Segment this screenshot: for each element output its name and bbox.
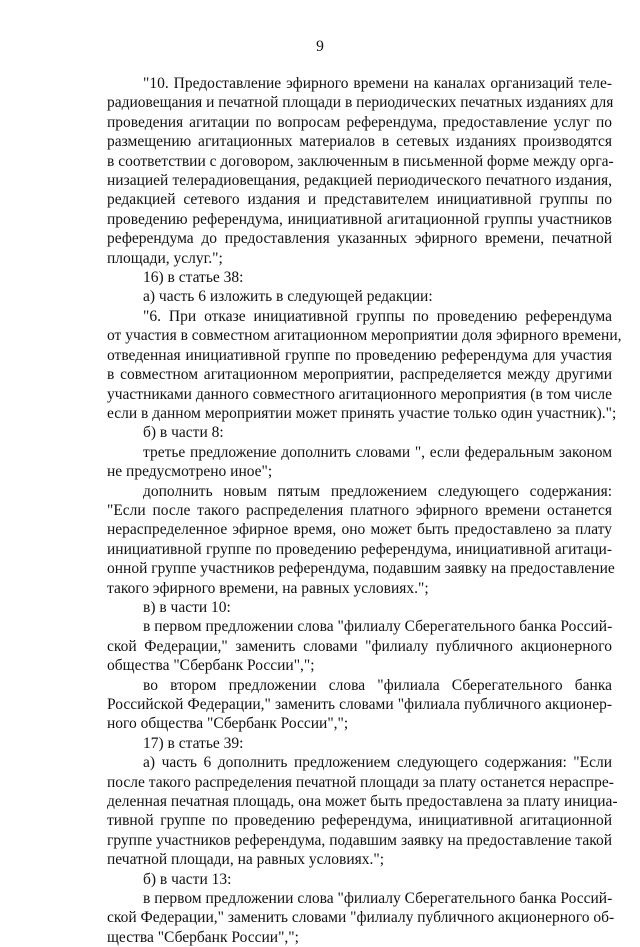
text-line: группе участников референдума, подавшим заявку на предоставление такой [107, 831, 612, 849]
text-line: онной группе участников референдума, подавшим заявку на предоставление [107, 560, 615, 578]
text-line: такого эфирного времени, на равных условиях."; [107, 579, 429, 597]
text-line: референдума до предоставления указанных эфирного времени, печатной [107, 230, 612, 248]
text-line: в) в части 10: [143, 598, 231, 616]
text-line: в совместном агитационном мероприятии, распределяется между другими [107, 366, 612, 384]
text-line: нераспределенное эфирное время, оно может быть предоставлено за плату [107, 521, 612, 539]
text-line: проведению референдума, инициативной агитационной группы участников [107, 210, 612, 228]
text-line: радиовещания и печатной площади в периодических печатных изданиях для [107, 94, 614, 112]
text-line: не предусмотрено иное"; [107, 463, 273, 481]
text-line: низацией телерадиовещания, редакцией периодического печатного издания, [107, 172, 612, 190]
text-line: "10. Предоставление эфирного времени на каналах организаций теле- [143, 75, 612, 92]
text-line: редакцией сетевого издания и представителем инициативной группы по [107, 191, 612, 209]
text-line: ской Федерации," заменить словами "филиалу публичного акционерного [107, 637, 612, 655]
text-line: инициативной группе по проведению референдума, инициативной агитаци- [107, 540, 612, 558]
text-line: тивной группе по проведению референдума, инициативной агитационной [107, 812, 612, 830]
text-line: а) часть 6 дополнить предложением следующего содержания: "Если [143, 754, 612, 772]
text-line: ного общества "Сбербанк России","; [107, 715, 349, 733]
text-line: участниками данного совместного агитационного мероприятия (в том числе [107, 385, 612, 403]
text-line: деленная печатная площадь, она может быть предоставлена за плату инициа- [107, 793, 618, 811]
text-line: если в данном мероприятии может принять участие только один участник)."; [107, 404, 617, 422]
text-line: печатной площади, на равных условиях."; [107, 851, 385, 869]
text-line: в соответствии с договором, заключенным в письменной форме между орга- [107, 152, 614, 170]
text-line: площади, услуг."; [107, 249, 223, 267]
text-line: общества "Сбербанк России","; [107, 657, 315, 675]
text-line: б) в части 13: [143, 870, 232, 888]
text-line: "6. При отказе инициативной группы по проведению референдума [143, 307, 612, 325]
text-line: проведения агитации по вопросам референдума, предоставление услуг по [107, 113, 612, 131]
text-line: в первом предложении слова "филиалу Сберегательного банка Россий- [143, 890, 613, 908]
text-line: а) часть 6 изложить в следующей редакции: [143, 288, 433, 306]
text-line: Российской Федерации," заменить словами "филиала публичного акционер- [107, 696, 612, 713]
text-line: третье предложение дополнить словами ", если федеральным законом [143, 443, 612, 461]
text-line: во втором предложении слова "филиала Сберегательного банка [143, 676, 612, 694]
text-line: 17) в статье 39: [143, 734, 244, 752]
text-line: "Если после такого распределения платного эфирного времени останется [107, 501, 612, 519]
page-number: 9 [316, 38, 324, 55]
text-line: от участия в совместном агитационном мероприятии доля эфирного времени, [107, 327, 622, 345]
text-line: б) в части 8: [143, 424, 224, 442]
text-line: отведенная инициативной группе по проведению референдума для участия [107, 346, 612, 364]
text-line: размещению агитационных материалов в сетевых изданиях производятся [107, 133, 612, 151]
text-line: дополнить новым пятым предложением следующего содержания: [143, 482, 612, 500]
text-line: щества "Сбербанк России","; [107, 928, 299, 946]
text-line: в первом предложении слова "филиалу Сберегательного банка Россий- [143, 618, 613, 636]
text-line: 16) в статье 38: [143, 269, 244, 287]
text-line: после такого распределения печатной площади за плату останется нераспре- [107, 773, 614, 791]
text-line: ской Федерации," заменить словами "филиалу публичного акционерного об- [107, 909, 615, 927]
document-body [107, 74, 622, 947]
